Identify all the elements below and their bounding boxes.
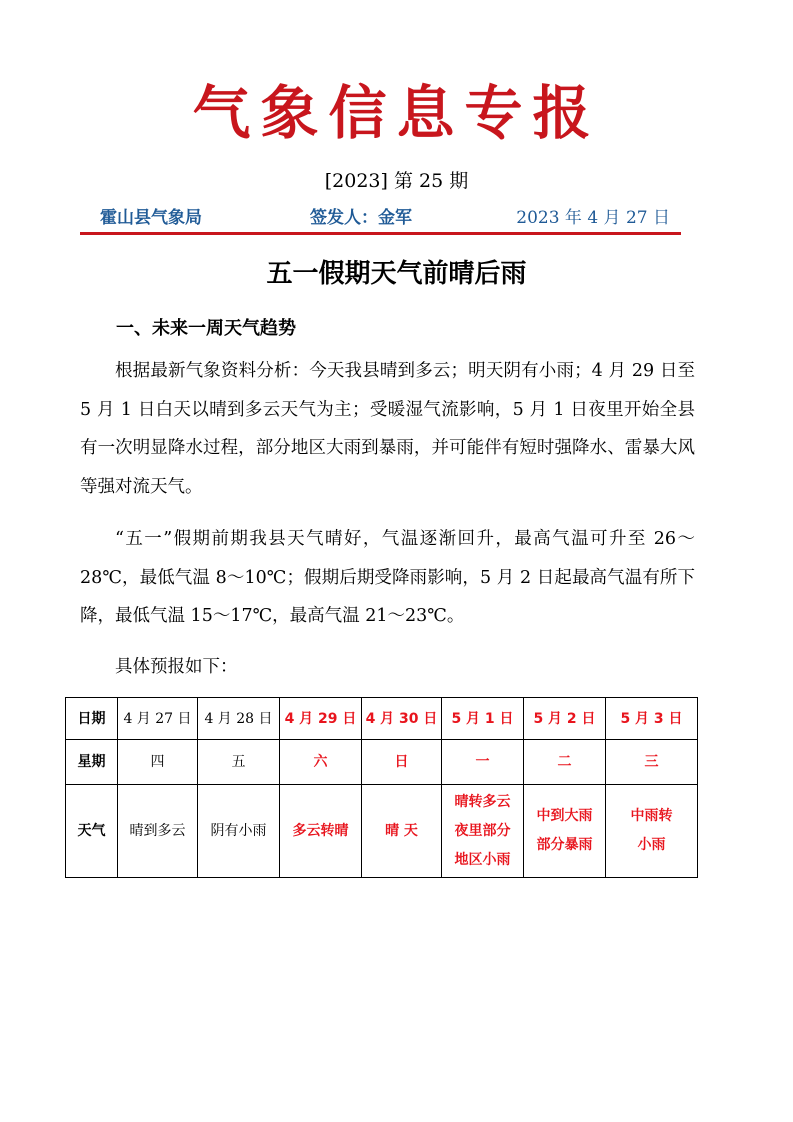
issuer-name: 霍山县气象局: [100, 208, 202, 228]
row-label-date: 日期: [66, 698, 118, 740]
weather-cell: [118, 785, 198, 878]
paragraph-2: “五一”假期前期我县天气晴好，气温逐渐回升，最高气温可升至 26～28℃，最低气温 8～10℃；假期后期受降雨影响，5 月 2 日起最高气温有所下降，最低气温 15～17℃，最高气温 21～23℃。: [80, 529, 695, 626]
article-headline: 五一假期天气前晴后雨: [266, 259, 527, 289]
banner-title: 气象信息专报: [192, 79, 601, 147]
weekday-cell: 二: [524, 740, 606, 785]
paragraph-1: 根据最新气象资料分析：今天我县晴到多云；明天阴有小雨；4 月 29 日至 5 月 1 日白天以晴到多云天气为主；受暖湿气流影响，5 月 1 日夜里开始全县有一次明显降水过程，部分地区大雨到暴雨，并可能伴有短时强降水、雷暴大风等强对流天气。: [80, 361, 695, 497]
weather-cell: [524, 785, 606, 878]
date-row: [66, 698, 698, 740]
issue-number: [2023] 第 25 期: [324, 170, 469, 192]
weekday-cell: 五: [198, 740, 280, 785]
weather-cell: [442, 785, 524, 878]
date-cell: 5 月 2 日: [524, 698, 606, 740]
weather-text: 中到大雨: [536, 808, 593, 824]
forecast-table: [65, 697, 698, 878]
weather-cell: [606, 785, 698, 878]
weather-cell: [280, 785, 362, 878]
date-cell: 4 月 30 日: [362, 698, 442, 740]
weather-cell: [362, 785, 442, 878]
weekday-row: [66, 740, 698, 785]
paragraph-3: 具体预报如下：: [115, 657, 238, 677]
weather-text: 中雨转: [630, 808, 673, 824]
section-title: 一、未来一周天气趋势: [116, 318, 296, 339]
weather-text: 夜里部分: [454, 822, 511, 839]
issue-date: 2023 年 4 月 27 日: [516, 208, 670, 228]
date-cell: 5 月 1 日: [442, 698, 524, 740]
date-cell: 4 月 27 日: [118, 698, 198, 740]
weather-text: 晴到多云: [129, 822, 186, 839]
weekday-cell: 四: [118, 740, 198, 785]
weekday-cell: 三: [606, 740, 698, 785]
header-divider: [80, 232, 681, 235]
weekday-cell: 六: [280, 740, 362, 785]
weather-text: 地区小雨: [454, 851, 511, 868]
date-cell: 4 月 29 日: [280, 698, 362, 740]
weather-text: 部分暴雨: [536, 837, 593, 853]
row-label-weekday: 星期: [66, 740, 118, 785]
signer: 签发人：金军: [310, 208, 412, 228]
weather-text: 多云转晴: [292, 822, 349, 839]
date-cell: 5 月 3 日: [606, 698, 698, 740]
weather-text: 阴有小雨: [210, 822, 267, 839]
row-label-weather: 天气: [66, 785, 118, 878]
weather-cell: [198, 785, 280, 878]
weekday-cell: 日: [362, 740, 442, 785]
weather-text: 小雨: [637, 837, 666, 853]
weekday-cell: 一: [442, 740, 524, 785]
weather-text: 晴转多云: [454, 793, 511, 810]
weather-text: 晴 天: [385, 822, 418, 839]
weather-row: [66, 785, 698, 878]
date-cell: 4 月 28 日: [198, 698, 280, 740]
issuer-row: [100, 206, 670, 230]
